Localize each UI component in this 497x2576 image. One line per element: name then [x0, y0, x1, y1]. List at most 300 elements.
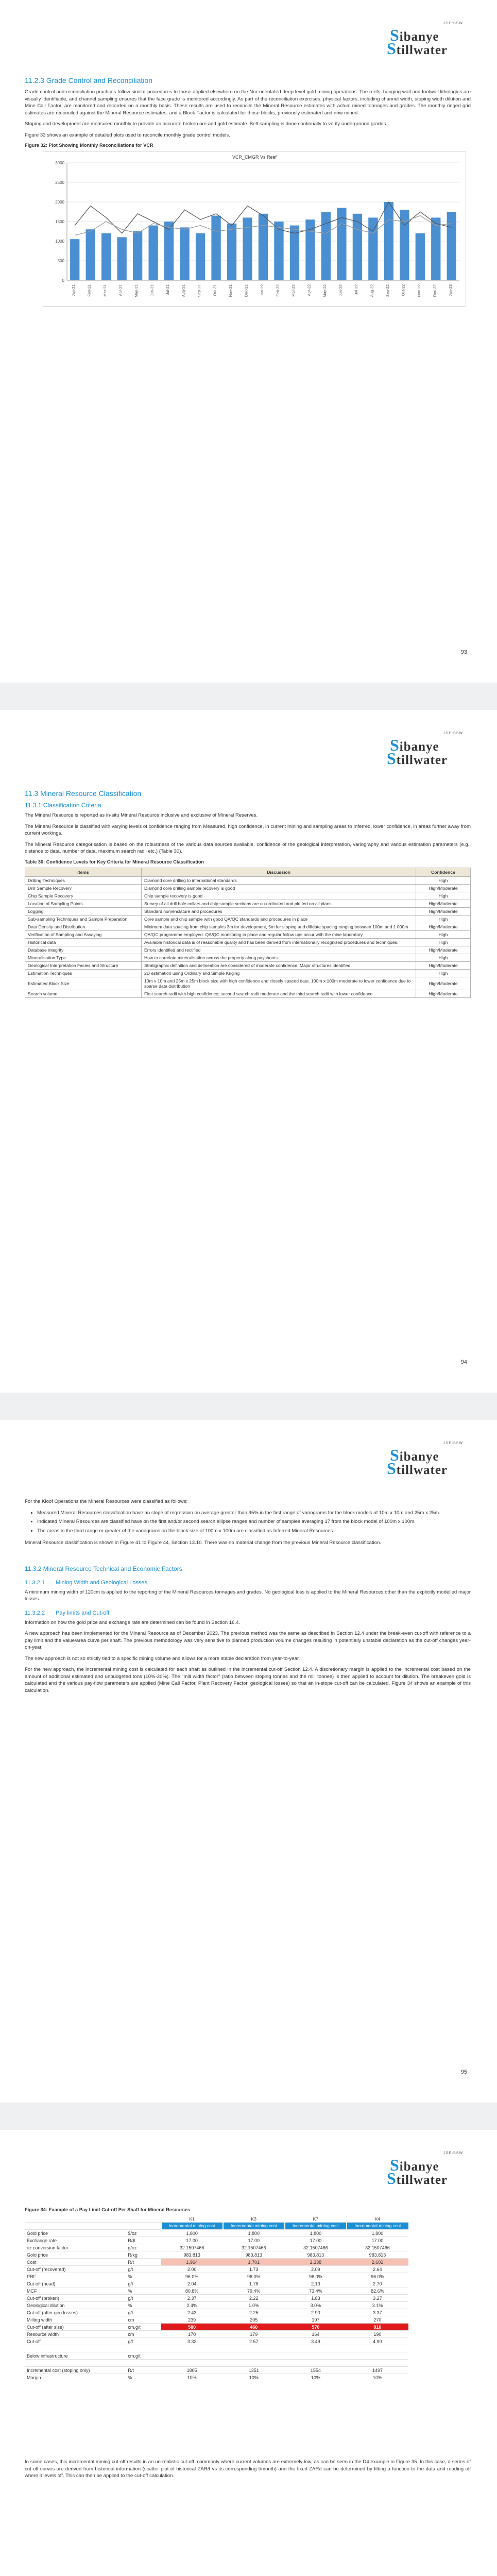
section-heading: 11.2.3 Grade Control and Reconciliation: [25, 76, 153, 84]
sub-subsection-heading: 11.3.2.2 Pay limits and Cut-off: [25, 1609, 110, 1616]
table-row: [25, 954, 471, 961]
x-tick-label: Apr-22: [306, 284, 312, 296]
section-heading: 11.3 Mineral Resource Classification: [25, 789, 142, 798]
x-tick-label: Jan-21: [71, 284, 76, 296]
blank-cell: [126, 2215, 161, 2223]
value-cell: [161, 2352, 223, 2360]
bar: [148, 226, 158, 280]
row-unit: %: [126, 2374, 161, 2381]
cell-discussion: 2D estimation using Ordinary and Simple Kriging: [142, 969, 416, 977]
paragraph: Figure 33 shows an example of detailed plots used to reconcile monthly grade control models.: [25, 132, 230, 138]
confidence-table: [25, 868, 471, 998]
paragraph: For the Kloof Operations the Mineral Resources were classified as follows:: [25, 1499, 188, 1504]
value-cell: 10%: [285, 2374, 347, 2381]
paragraph: The new approach is not so strictly tied to a specific mining volume and allows for a more stable declaration from year-to-year.: [25, 1655, 300, 1662]
cell-discussion: Stratigraphic definition and delineation are considered of moderate confidence. Major structures identified: [142, 961, 416, 969]
cell-discussion: 10m x 10m and 25m x 25m block size with high confidence and closely spaced data. 100m x 100m moderate to lower confidence due to sparse data distribution: [142, 977, 416, 990]
value-cell: 3.1%: [347, 2302, 408, 2309]
col-header-confidence: Confidence: [416, 868, 471, 876]
value-cell: [223, 2345, 285, 2352]
cell-item: Historical data: [25, 938, 142, 946]
value-cell: 82.6%: [347, 2287, 408, 2295]
cell-item: Verification of Sampling and Assaying: [25, 930, 142, 938]
shaft-label: K4: [347, 2215, 408, 2223]
row-label: Exchange rate: [25, 2237, 126, 2244]
cell-item: Location of Sampling Points: [25, 900, 142, 907]
table-row: [25, 892, 471, 900]
cell-confidence: High: [416, 892, 471, 900]
value-cell: 3.0%: [285, 2302, 347, 2309]
table-caption: Table 30: Confidence Levels for Key Criteria for Mineral Resource Classification: [25, 859, 204, 865]
cell-confidence: High/Moderate: [416, 900, 471, 907]
row-label: Incremental cost (stoping only): [25, 2367, 126, 2374]
row-unit: %: [126, 2302, 161, 2309]
row-label: Geological dilution: [25, 2302, 126, 2309]
row-unit: R/t: [126, 2367, 161, 2374]
subsection-heading: 11.3.1 Classification Criteria: [25, 802, 101, 809]
table-row: [25, 923, 471, 930]
value-cell: 1.83: [285, 2295, 347, 2302]
row-unit: cm: [126, 2331, 161, 2338]
bar: [431, 217, 440, 280]
row-unit: [126, 2360, 161, 2367]
cell-discussion: QA/QC programme employed. QA/QC monitoring in place and regular follow ups occur with the mine laboratory: [142, 930, 416, 938]
value-cell: 1497: [347, 2367, 408, 2374]
value-cell: 239: [161, 2316, 223, 2324]
value-cell: 17.00: [285, 2237, 347, 2244]
x-tick-label: Jan-23: [448, 284, 453, 296]
value-cell: 2.09: [285, 2266, 347, 2273]
bar: [133, 231, 142, 280]
cell-discussion: Available historical data is of reasonable quality and has been derived from internationally recognised procedures and techniques.: [142, 938, 416, 946]
table-row: [25, 961, 471, 969]
value-cell: 3.32: [161, 2338, 223, 2345]
header-incremental-cost: Incremental mining cost: [347, 2223, 408, 2230]
x-tick-label: Mar-22: [290, 284, 296, 297]
cell-discussion: Minimum data spacing from chip samples 3m for development, 5m for stoping and diffdate spacing ranging between 100m and 1 000m: [142, 923, 416, 930]
figure-caption: Figure 34: Example of a Pay Limit Cut-off Per Shaft for Mineral Resources: [25, 2207, 191, 2212]
cell-confidence: High: [416, 876, 471, 884]
x-tick-label: Nov-21: [228, 284, 233, 297]
value-cell: 3.27: [347, 2295, 408, 2302]
row-unit: cm.g/t: [126, 2324, 161, 2331]
value-cell: 164: [285, 2331, 347, 2338]
table-row: [25, 2251, 408, 2259]
cell-discussion: Survey of all drill hole collars and chip sample sections are co-ordinated and plotted on all plans: [142, 900, 416, 907]
cell-confidence: High/Moderate: [416, 961, 471, 969]
value-cell: 197: [285, 2316, 347, 2324]
table-row: [25, 2223, 408, 2230]
value-cell: 3.37: [347, 2309, 408, 2316]
reconciliation-chart: [43, 151, 466, 307]
sibanye-stillwater-logo: JSE:SSW Sibanye Stillwater: [387, 1442, 463, 1478]
paragraph: Stoping and development are measured monthly to provide an accurate broken ore and gold estimate. Belt sampling is done continually to verify underground grades.: [25, 121, 387, 127]
row-unit: [126, 2345, 161, 2352]
row-unit: g/t: [126, 2309, 161, 2316]
value-cell: 1554: [285, 2367, 347, 2374]
paragraph: A minimum mining width of 120cm is applied to the reporting of the Mineral Resources tonnages and grades. No geological loss is applied to the Mineral Resources other than the explicitly modelled major losses.: [25, 1589, 471, 1602]
table-row: [25, 2280, 408, 2287]
cell-confidence: High: [416, 969, 471, 977]
paragraph: The Mineral Resource categorisation is based on the robustness of the various data sources available, confidence of the geological interpretation, variography and various estimation parameters (e.g., distance to data, number of data, maximum search radii etc.) (Table 30).: [25, 841, 471, 854]
bar: [196, 233, 205, 280]
row-label: Cut-off (after size): [25, 2324, 126, 2331]
value-cell: 2.04: [161, 2280, 223, 2287]
table-row: [25, 2360, 408, 2367]
cell-item: Database integrity: [25, 946, 142, 954]
x-tick-label: Dec-22: [432, 284, 437, 297]
paragraph: The Mineral Resource is reported as in-situ Mineral Resource inclusive and exclusive of Mineral Reserves.: [25, 812, 258, 818]
value-cell: 1351: [223, 2367, 285, 2374]
value-cell: 1.0%: [223, 2302, 285, 2309]
paragraph: Information on how the gold price and exchange rate are determined can be found in Section 16.4.: [25, 1619, 241, 1625]
x-tick-label: Jan-22: [260, 284, 264, 296]
value-cell: 1,800: [285, 2230, 347, 2237]
row-label: Below infrastructure: [25, 2352, 126, 2360]
x-tick-label: Feb-22: [275, 284, 280, 297]
bar: [227, 224, 236, 280]
cell-discussion: How to correlate mineralisation across the property along payshoots: [142, 954, 416, 961]
table-row: [25, 2345, 408, 2352]
value-cell: 32.1507466: [223, 2244, 285, 2251]
bar: [86, 229, 95, 280]
x-tick-label: May-21: [134, 284, 139, 298]
x-tick-label: Aug-22: [369, 284, 374, 297]
cell-item: Data Density and Distribution: [25, 923, 142, 930]
value-cell: 270: [347, 2316, 408, 2324]
value-cell: 17.00: [161, 2237, 223, 2244]
row-unit: g/t: [126, 2266, 161, 2273]
cell-item: Logging: [25, 907, 142, 915]
cell-discussion: Errors identified and rectified: [142, 946, 416, 954]
x-tick-label: Sep-21: [197, 284, 202, 297]
table-row: [25, 2215, 408, 2223]
y-tick-label: 500: [57, 259, 64, 263]
value-cell: 179: [223, 2331, 285, 2338]
cutoff-table: [25, 2215, 408, 2381]
value-cell: 983,813: [285, 2251, 347, 2259]
sibanye-stillwater-logo: JSE:SSW Sibanye Stillwater: [387, 22, 463, 58]
cell-confidence: High: [416, 938, 471, 946]
cell-item: Estimation Techniques: [25, 969, 142, 977]
x-tick-label: Sep-22: [385, 284, 390, 297]
cell-discussion: Diamond core drilling to international standards: [142, 876, 416, 884]
row-label: [25, 2345, 126, 2352]
value-cell: 80.8%: [161, 2287, 223, 2295]
table-row: [25, 930, 471, 938]
page-number: 95: [460, 2069, 467, 2075]
col-header-discussion: Discussion: [142, 868, 416, 876]
value-cell: 4.90: [347, 2338, 408, 2345]
value-cell: 17.00: [347, 2237, 408, 2244]
cell-item: Geological Interpretation Facies and Structure: [25, 961, 142, 969]
table-row: [25, 907, 471, 915]
x-tick-label: May-22: [322, 284, 327, 298]
x-tick-label: Jun-22: [338, 284, 343, 296]
cell-item: Estimated Block Size: [25, 977, 142, 990]
row-unit: cm: [126, 2316, 161, 2324]
row-label: Cost: [25, 2259, 126, 2266]
cell-confidence: High/Moderate: [416, 977, 471, 990]
cell-confidence: High: [416, 954, 471, 961]
cell-item: Drill Sample Recovery: [25, 884, 142, 892]
cell-confidence: High/Moderate: [416, 946, 471, 954]
row-label: Cut-off (broken): [25, 2295, 126, 2302]
x-tick-label: Mar-21: [102, 284, 108, 297]
row-label: Margin: [25, 2374, 126, 2381]
sub-subsection-heading: 11.3.2.1 Mining Width and Geological Losses: [25, 1579, 147, 1586]
bar: [101, 233, 111, 280]
value-cell: [223, 2360, 285, 2367]
value-cell: [285, 2352, 347, 2360]
x-tick-label: Jul-21: [165, 284, 170, 295]
value-cell: 205: [223, 2316, 285, 2324]
cell-item: Drilling Techniques: [25, 876, 142, 884]
value-cell: 2.22: [223, 2295, 285, 2302]
value-cell: 910: [347, 2324, 408, 2331]
row-unit: cm.g/t: [126, 2352, 161, 2360]
cell-confidence: High: [416, 930, 471, 938]
row-unit: %: [126, 2273, 161, 2280]
page-93: [0, 0, 497, 683]
value-cell: 96.0%: [161, 2273, 223, 2280]
row-unit: g/t: [126, 2280, 161, 2287]
page-94: [0, 710, 497, 1393]
chart-title: VCR_CMGR Vs Reef: [232, 155, 277, 160]
table-row: [25, 2302, 408, 2309]
value-cell: 170: [161, 2331, 223, 2338]
value-cell: 2.25: [223, 2309, 285, 2316]
bar: [117, 237, 127, 280]
cell-item: Mineralisation Type: [25, 954, 142, 961]
value-cell: 96.0%: [347, 2273, 408, 2280]
cell-item: Sub-sampling Techniques and Sample Preparation: [25, 915, 142, 923]
y-tick-label: 3000: [55, 161, 64, 165]
x-tick-label: Feb-21: [87, 284, 92, 297]
header-incremental-cost: Incremental mining cost: [161, 2223, 223, 2230]
table-row: [25, 2338, 408, 2345]
paragraph: Mineral Resource classification is shown in Figure 41 to Figure 44, Section 13.10. There was no material change from the previous Mineral Resource classification.: [25, 1540, 381, 1546]
table-row: [25, 2230, 408, 2237]
table-row: [25, 969, 471, 977]
value-cell: 1,800: [223, 2230, 285, 2237]
value-cell: 2.00: [161, 2266, 223, 2273]
x-tick-label: Jun-21: [149, 284, 155, 296]
value-cell: 79.4%: [223, 2287, 285, 2295]
header-incremental-cost: Incremental mining cost: [223, 2223, 285, 2230]
row-label: MCF: [25, 2287, 126, 2295]
list-item: • Indicated Mineral Resources are classified have on the first and/or second search ellipse ranges and number of samples averaging 17 from the block model of 100m x 100m.: [37, 1518, 471, 1526]
row-label: [25, 2360, 126, 2367]
cell-item: Search volume: [25, 990, 142, 997]
value-cell: 96.0%: [285, 2273, 347, 2280]
value-cell: 17.00: [223, 2237, 285, 2244]
paragraph: For the new approach, the incremental mining cost is calculated for each shaft as outlined in the incremental cut-off Section 12.4. A discretionary margin is applied to the incremental cost based on the amount of additional estimated and unbudgeted tons (10%-20%). The "mill width factor" (ratio between stoping tonnes and the mill tonnes) is then applied to account for dilution. The breakeven gold is calculated and the various pay-flow parameters are applied (Mine Call Factor, Plant Recovery Factor, geological losses) so that an in-stope cut-off can be calculated. Figure 34 shows an example of this calculation.: [25, 1667, 471, 1693]
row-label: Cut-off (head): [25, 2280, 126, 2287]
row-label: Cut-off (recovered): [25, 2266, 126, 2273]
table-row: [25, 915, 471, 923]
table-row: [25, 2374, 408, 2381]
value-cell: 1,964: [161, 2259, 223, 2266]
bar: [211, 216, 220, 280]
value-cell: 96.0%: [223, 2273, 285, 2280]
value-cell: 10%: [161, 2374, 223, 2381]
x-tick-label: Dec-21: [244, 284, 249, 297]
page-number: 93: [460, 649, 467, 655]
page-96: [0, 2130, 497, 2576]
x-tick-label: Apr-21: [118, 284, 123, 296]
value-cell: 1,800: [161, 2230, 223, 2237]
value-cell: [347, 2352, 408, 2360]
sibanye-stillwater-logo: JSE:SSW Sibanye Stillwater: [387, 732, 463, 768]
bar: [305, 219, 315, 280]
shaft-label: K7: [285, 2215, 347, 2223]
y-tick-label: 1000: [55, 239, 64, 244]
table-row: [25, 946, 471, 954]
table-row: [25, 938, 471, 946]
cell-discussion: First search radii with high confidence; second search radii moderate and the third search radii with lower confidence.: [142, 990, 416, 997]
x-tick-label: Oct-22: [401, 284, 406, 296]
value-cell: 32.1507466: [347, 2244, 408, 2251]
value-cell: 2.4%: [161, 2302, 223, 2309]
table-row: [25, 990, 471, 997]
paragraph: Grade control and reconciliation practices follow similar procedures to those applied elsewhere on the Nor-orientated deep level gold mining operations. The reefs, hanging wall and footwall lithologies are visually identifiable, and channel sampling ensures that the face grade is monitored accordingly. As part of the reconciliation exercises, physical factors, including channel width, stoping width dilution and Mine Call Factor, are monitored and recorded on a monthly basis. These results are used to reconcile the Mineral Resource estimates with actual mined tonnages and grades. The monthly ringed grid estimates are reconciled against the Mineral Resource estimates, and a Block Factor is calculated for those blocks, previously estimated and now mined.: [25, 89, 471, 116]
value-cell: 2.57: [223, 2338, 285, 2345]
value-cell: 460: [223, 2324, 285, 2331]
value-cell: 1805: [161, 2367, 223, 2374]
value-cell: 1.76: [223, 2280, 285, 2287]
table-row: [25, 2316, 408, 2324]
table-row: [25, 2295, 408, 2302]
bar: [384, 202, 393, 280]
value-cell: 10%: [223, 2374, 285, 2381]
row-label: Resource width: [25, 2331, 126, 2338]
table-row: [25, 884, 471, 892]
x-tick-label: Nov-22: [416, 284, 421, 297]
sibanye-stillwater-logo: JSE:SSW Sibanye Stillwater: [387, 2151, 463, 2188]
value-cell: [161, 2360, 223, 2367]
row-unit: g/t: [126, 2295, 161, 2302]
y-tick-label: 1500: [55, 219, 64, 224]
value-cell: 1,701: [223, 2259, 285, 2266]
figure-caption: Figure 32: Plot Showing Monthly Reconciliations for VCR: [25, 143, 153, 148]
table-row: [25, 900, 471, 907]
row-label: Gold price: [25, 2230, 126, 2237]
cell-discussion: Standard nomenclature and procedures: [142, 907, 416, 915]
value-cell: 2,338: [285, 2259, 347, 2266]
table-row: [25, 2367, 408, 2374]
value-cell: 983,813: [223, 2251, 285, 2259]
table-row: [25, 2352, 408, 2360]
row-unit: $/oz: [126, 2230, 161, 2237]
bar: [164, 222, 174, 280]
row-label: Cut-off: [25, 2338, 126, 2345]
row-unit: g/oz: [126, 2244, 161, 2251]
bar: [368, 217, 378, 280]
bar: [259, 214, 268, 280]
row-label: Cut-off (after geo losses): [25, 2309, 126, 2316]
row-label: Gold price: [25, 2251, 126, 2259]
value-cell: [285, 2360, 347, 2367]
bar: [416, 233, 425, 280]
value-cell: 570: [285, 2324, 347, 2331]
table-row: [25, 876, 471, 884]
table-row: [25, 977, 471, 990]
table-row: [25, 2273, 408, 2280]
table-row: [25, 2259, 408, 2266]
page-95: [0, 1420, 497, 2103]
y-tick-label: 2500: [55, 180, 64, 185]
value-cell: 2,602: [347, 2259, 408, 2266]
value-cell: [347, 2360, 408, 2367]
table-row: [25, 2287, 408, 2295]
cell-confidence: High/Moderate: [416, 907, 471, 915]
value-cell: 2.43: [161, 2309, 223, 2316]
bar: [180, 227, 189, 280]
cell-discussion: Diamond core drilling sample recovery is good: [142, 884, 416, 892]
table-row: [25, 2266, 408, 2273]
blank-cell: [25, 2215, 126, 2223]
value-cell: 2.70: [347, 2280, 408, 2287]
blank-cell: [25, 2223, 126, 2230]
table-row: [25, 2244, 408, 2251]
value-cell: 2.13: [285, 2280, 347, 2287]
table-row: [25, 2331, 408, 2338]
cell-confidence: High/Moderate: [416, 884, 471, 892]
value-cell: 3.49: [285, 2338, 347, 2345]
value-cell: 983,813: [161, 2251, 223, 2259]
cell-confidence: High/Moderate: [416, 923, 471, 930]
row-unit: R/kg: [126, 2251, 161, 2259]
classification-list: [25, 1510, 471, 1535]
cell-item: Chip Sample Recovery: [25, 892, 142, 900]
cell-discussion: Chip sample recovery is good: [142, 892, 416, 900]
row-label: Milling width: [25, 2316, 126, 2324]
col-header-items: Items: [25, 868, 142, 876]
list-item: • The areas in the third range or greater of the variograms on the block size of 100m x 100m are classified as Inferred Mineral Resources.: [37, 1528, 471, 1535]
value-cell: 2.64: [347, 2266, 408, 2273]
table-row: [25, 2237, 408, 2244]
shaft-label: K3: [223, 2215, 285, 2223]
cell-confidence: High/Moderate: [416, 990, 471, 997]
row-label: oz conversion factor: [25, 2244, 126, 2251]
value-cell: 32.1507466: [285, 2244, 347, 2251]
row-unit: g/t: [126, 2338, 161, 2345]
y-tick-label: 0: [62, 278, 64, 283]
value-cell: 2.37: [161, 2295, 223, 2302]
value-cell: 983,813: [347, 2251, 408, 2259]
value-cell: [161, 2345, 223, 2352]
row-unit: R/t: [126, 2259, 161, 2266]
value-cell: 73.4%: [285, 2287, 347, 2295]
cell-confidence: High: [416, 915, 471, 923]
bar: [70, 239, 79, 280]
x-tick-label: Aug-21: [181, 284, 186, 297]
value-cell: 32.1507466: [161, 2244, 223, 2251]
value-cell: 10%: [347, 2374, 408, 2381]
row-unit: R/$: [126, 2237, 161, 2244]
bar: [290, 226, 299, 280]
paragraph: A new approach has been implemented for the Mineral Resource as of December 2023. The previous method was the same as described in Section 12.4 under the break-even cut-off with reference to a pay limit and the value/area curve per shaft. The previous methodology was very sensitive to planned production volume changes resulting in potentially unstable declaration as the cut-off changes year-on-year.: [25, 1631, 471, 1650]
x-tick-label: Jul-22: [353, 284, 358, 295]
cell-discussion: Core sample and chip sample with good QA/QC standards and procedures in place: [142, 915, 416, 923]
value-cell: [223, 2352, 285, 2360]
list-item: • Measured Mineral Resources classification have an slope of regression on average greater than 95% in the first range of variograms for the block models of 10m x 10m and 25m x 25m.: [37, 1510, 471, 1517]
value-cell: 1.73: [223, 2266, 285, 2273]
y-tick-label: 2000: [55, 200, 64, 205]
subsection-heading: 11.3.2 Mineral Resource Technical and Economic Factors: [25, 1565, 182, 1572]
row-unit: %: [126, 2287, 161, 2295]
